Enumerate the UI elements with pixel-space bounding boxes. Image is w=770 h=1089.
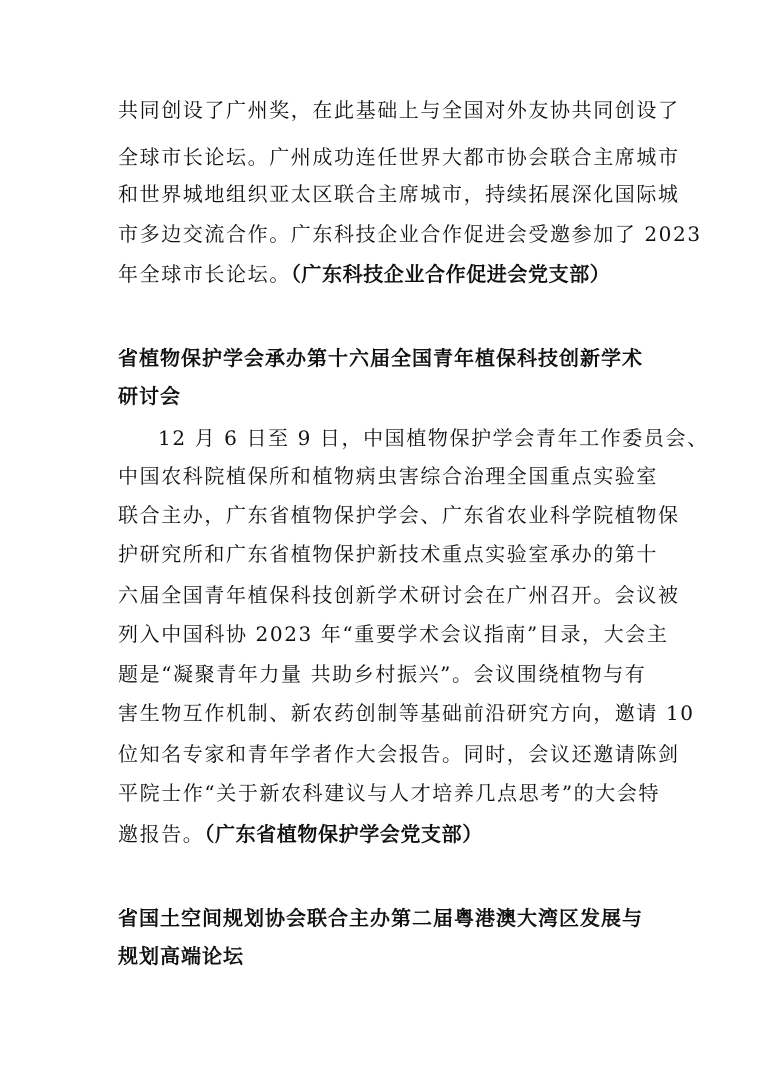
article1-body-line-4: 护研究所和广东省植物保护新技术重点实验室承办的第十 <box>118 542 658 566</box>
intro-source: （广东科技企业合作促进会党支部） <box>290 262 611 286</box>
article1-body-line-11-text: 邀报告。 <box>118 822 205 846</box>
article1-body-line-9: 位知名专家和青年学者作大会报告。同时，会议还邀请陈剑 <box>118 742 680 766</box>
article2-title-line-2: 规划高端论坛 <box>118 944 244 968</box>
article1-source: （广东省植物保护学会党支部） <box>204 822 483 846</box>
article1-body-line-8: 害生物互作机制、新农药创制等基础前沿研究方向，邀请 10 <box>118 701 695 725</box>
article1-body-line-2: 中国农科院植保所和植物病虫害综合治理全国重点实验室 <box>118 464 658 488</box>
article1-body-line-5: 六届全国青年植保科技创新学术研讨会在广州召开。会议被 <box>118 583 680 607</box>
article1-title-line-1: 省植物保护学会承办第十六届全国青年植保科技创新学术 <box>118 346 643 370</box>
article1-body-line-3: 联合主办，广东省植物保护学会、广东省农业科学院植物保 <box>118 503 680 527</box>
article1-body-line-7: 题是“凝聚青年力量 共助乡村振兴”。会议围绕植物与有 <box>118 662 647 686</box>
article1-body-line-10: 平院士作“关于新农科建议与人才培养几点思考”的大会特 <box>118 781 661 805</box>
article1-body-line-6: 列入中国科协 2023 年“重要学术会议指南”目录，大会主 <box>118 622 669 646</box>
article2-title-line-1: 省国土空间规划协会联合主办第二届粤港澳大湾区发展与 <box>118 906 643 930</box>
article1-title-line-2: 研讨会 <box>118 384 181 408</box>
intro-line-3: 和世界城地组织亚太区联合主席城市，持续拓展深化国际城 <box>118 182 680 206</box>
intro-line-5 <box>118 262 610 286</box>
intro-line-5-text: 年全球市长论坛。 <box>118 262 291 286</box>
intro-line-2: 全球市长论坛。广州成功连任世界大都市协会联合主席城市 <box>118 145 680 169</box>
intro-line-1: 共同创设了广州奖，在此基础上与全国对外友协共同创设了 <box>118 98 680 122</box>
article1-body-line-1: 12 月 6 日至 9 日，中国植物保护学会青年工作委员会、 <box>158 426 709 450</box>
article1-body-line-11 <box>118 822 483 846</box>
intro-line-4: 市多边交流合作。广东科技企业合作促进会受邀参加了 2023 <box>118 222 702 246</box>
